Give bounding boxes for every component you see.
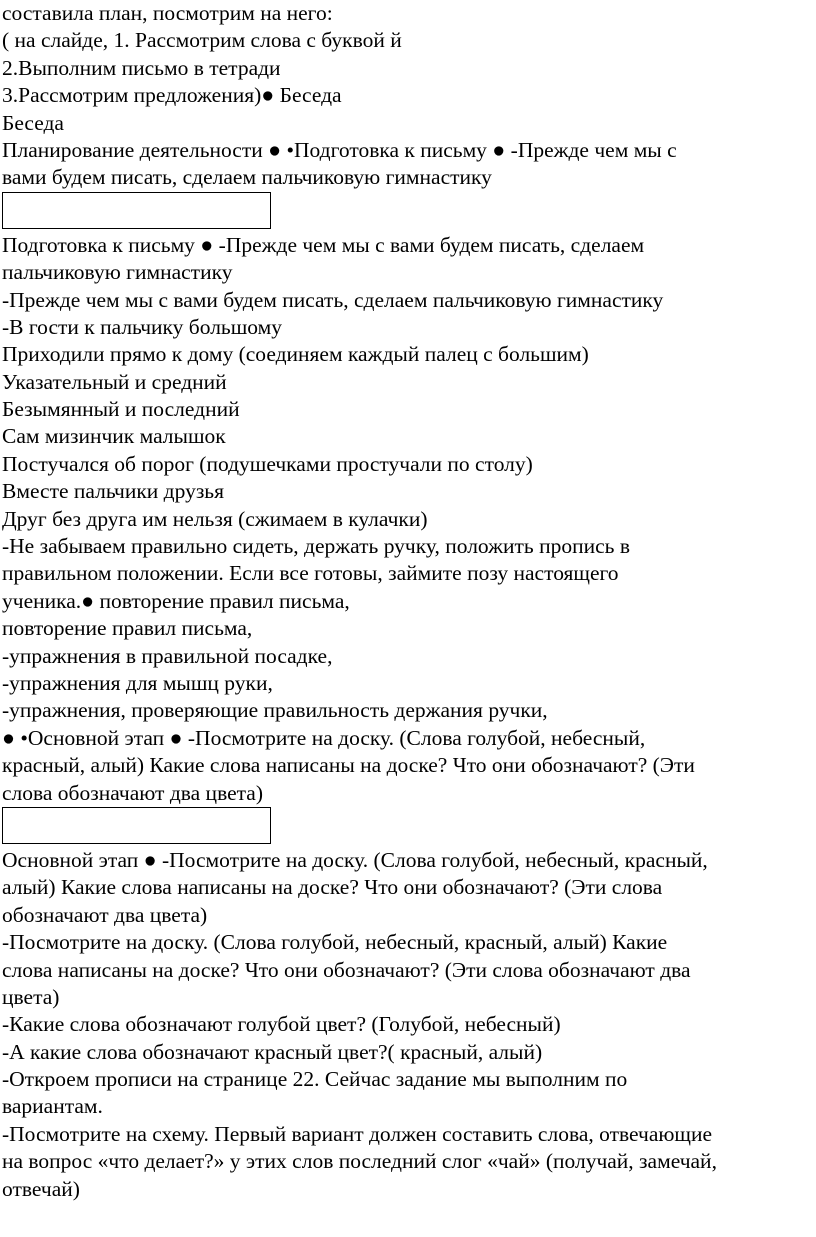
- text-line: Указательный и средний: [2, 369, 227, 394]
- paragraph: [2, 506, 814, 533]
- text-line: -Какие слова обозначают голубой цвет? (Голубой, небесный): [2, 1012, 561, 1037]
- text-line: ( на слайде, 1. Рассмотрим слова с буквой й: [2, 28, 402, 53]
- paragraph: [2, 369, 814, 396]
- paragraph: [2, 55, 814, 82]
- document-body: [2, 0, 814, 1203]
- text-line: Подготовка к письму ● -Прежде чем мы с вами будем писать, сделаем: [2, 232, 645, 257]
- paragraph: [2, 110, 814, 137]
- text-line: -упражнения, проверяющие правильность держания ручки,: [2, 698, 548, 723]
- text-line: Сам мизинчик малышок: [2, 424, 226, 449]
- text-line: слова обозначают два цвета): [2, 780, 263, 805]
- text-line: красный, алый) Какие слова написаны на доске? Что они обозначают? (Эти: [2, 753, 695, 778]
- paragraph: [2, 929, 814, 1011]
- text-line: -Посмотрите на доску. (Слова голубой, небесный, красный, алый) Какие: [2, 930, 668, 955]
- text-line: -упражнения для мышц руки,: [2, 670, 273, 695]
- paragraph: [2, 396, 814, 423]
- text-line: цвета): [2, 984, 60, 1009]
- text-line: составила план, посмотрим на него:: [2, 1, 333, 25]
- text-line: Постучался об порог (подушечками простучали по столу): [2, 451, 533, 476]
- paragraph: [2, 697, 814, 724]
- text-line: -Прежде чем мы с вами будем писать, сделаем пальчиковую гимнастику: [2, 287, 664, 312]
- paragraph: [2, 423, 814, 450]
- text-line: повторение правил письма,: [2, 616, 253, 641]
- text-line: 3.Рассмотрим предложения)● Беседа: [2, 83, 342, 108]
- image-placeholder-2: [2, 807, 271, 844]
- text-line: Основной этап ● -Посмотрите на доску. (Слова голубой, небесный, красный,: [2, 847, 708, 872]
- paragraph: [2, 0, 814, 27]
- text-line: алый) Какие слова написаны на доске? Что они обозначают? (Эти слова: [2, 875, 663, 900]
- paragraph: [2, 643, 814, 670]
- text-line: вариантам.: [2, 1094, 103, 1119]
- text-line: Вместе пальчики друзья: [2, 479, 225, 504]
- paragraph: [2, 615, 814, 642]
- text-line: Друг без друга им нельзя (сжимаем в кулачки): [2, 506, 428, 531]
- paragraph: [2, 478, 814, 505]
- paragraph: [2, 725, 814, 807]
- text-line: Беседа: [2, 110, 64, 135]
- text-line: -А какие слова обозначают красный цвет?( красный, алый): [2, 1039, 543, 1064]
- paragraph: [2, 1066, 814, 1121]
- text-line: ● •Основной этап ● -Посмотрите на доску. (Слова голубой, небесный,: [2, 725, 646, 750]
- image-placeholder-1: [2, 192, 271, 229]
- text-line: правильном положении. Если все готовы, займите позу настоящего: [2, 561, 619, 586]
- text-line: -Откроем прописи на странице 22. Сейчас задание мы выполним по: [2, 1067, 628, 1092]
- paragraph: [2, 287, 814, 314]
- paragraph: [2, 533, 814, 615]
- paragraph: [2, 137, 814, 192]
- paragraph: [2, 27, 814, 54]
- text-line: обозначают два цвета): [2, 902, 208, 927]
- text-line: вами будем писать, сделаем пальчиковую гимнастику: [2, 165, 492, 190]
- text-line: -упражнения в правильной посадке,: [2, 643, 333, 668]
- paragraph: [2, 314, 814, 341]
- text-line: отвечай): [2, 1176, 80, 1201]
- paragraph: [2, 1039, 814, 1066]
- text-line: -В гости к пальчику большому: [2, 314, 282, 339]
- text-line: пальчиковую гимнастику: [2, 260, 233, 285]
- text-line: слова написаны на доске? Что они обозначают? (Эти слова обозначают два: [2, 957, 691, 982]
- paragraph: [2, 82, 814, 109]
- text-line: Безымянный и последний: [2, 397, 240, 422]
- paragraph: [2, 341, 814, 368]
- text-line: Планирование деятельности ● •Подготовка к письму ● -Прежде чем мы с: [2, 137, 677, 162]
- paragraph: [2, 847, 814, 929]
- text-line: -Посмотрите на схему. Первый вариант должен составить слова, отвечающие: [2, 1121, 713, 1146]
- paragraph: [2, 1011, 814, 1038]
- text-line: Приходили прямо к дому (соединяем каждый палец с большим): [2, 342, 589, 367]
- text-line: -Не забываем правильно сидеть, держать ручку, положить пропись в: [2, 534, 630, 559]
- paragraph: [2, 670, 814, 697]
- paragraph: [2, 232, 814, 287]
- text-line: ученика.● повторение правил письма,: [2, 588, 350, 613]
- paragraph: [2, 1121, 814, 1203]
- text-line: на вопрос «что делает?» у этих слов последний слог «чай» (получай, замечай,: [2, 1149, 717, 1174]
- paragraph: [2, 451, 814, 478]
- text-line: 2.Выполним письмо в тетради: [2, 55, 281, 80]
